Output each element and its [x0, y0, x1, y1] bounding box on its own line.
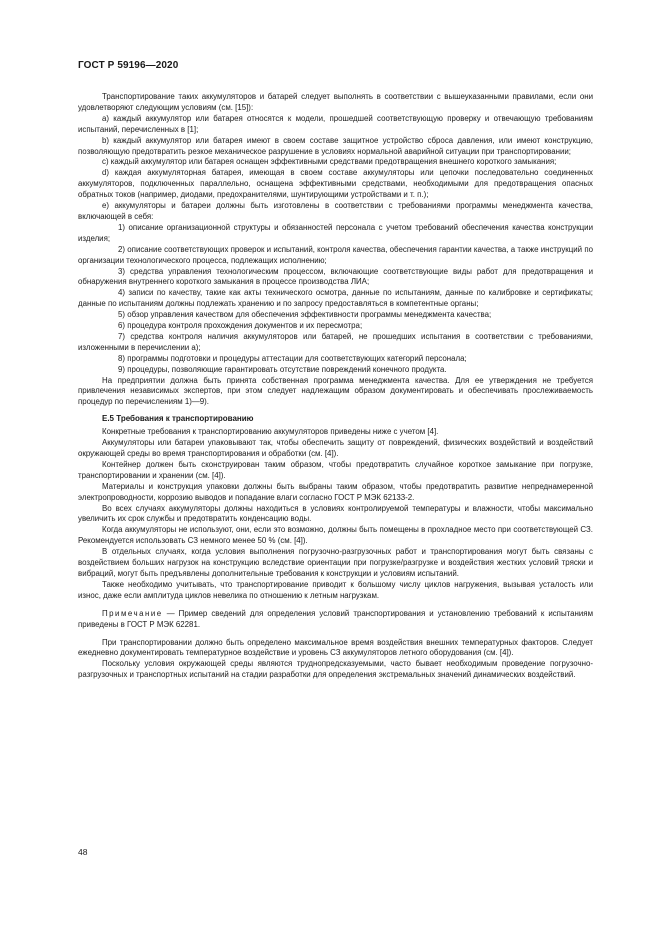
paragraph: На предприятии должна быть принята собственная программа менеджмента качества. Для ее утверждения не требуется привлечения независимых экспертов, при этом следует надлежащим образом документировать и обеспечивать прослеживаемость процедур по перечислениям 1)—9).: [78, 375, 593, 407]
paragraph: Когда аккумуляторы не используют, они, если это возможно, должны быть помещены в прохладное место при соответствующей СЗ. Рекомендуется использовать СЗ немного менее 50 % (см. [4]).: [78, 525, 593, 546]
paragraph: Контейнер должен быть сконструирован таким образом, чтобы предотвратить случайное короткое замыкание при погрузке, транспортировании и хранении (см. [4]).: [78, 459, 593, 480]
paragraph: 4) записи по качеству, такие как акты технического осмотра, данные по испытаниям, данные по калибровке и сертификаты; данные по испытаниям должны подлежать хранению и по запросу предоставляться в компетентные органы;: [78, 288, 593, 309]
note-label: Примечание: [102, 608, 163, 618]
paragraph: 6) процедура контроля прохождения документов и их пересмотра;: [118, 321, 363, 331]
paragraph: Транспортирование таких аккумуляторов и батарей следует выполнять в соответствии с вышеуказанными правилами, если они удовлетворяют следующим условиям (см. [15]):: [78, 92, 593, 112]
note-paragraph: [78, 609, 593, 631]
note-text: — Пример сведений для определения условий транспортирования и установлению требований к испытаниям приведены в ГОСТ Р МЭК 62281.: [78, 608, 593, 629]
paragraph: c) каждый аккумулятор или батарея оснащен эффективными средствами предотвращения внешнего короткого замыкания;: [102, 157, 557, 167]
paragraph: Конкретные требования к транспортированию аккумуляторов приведены ниже с учетом [4].: [102, 427, 439, 437]
paragraph: 5) обзор управления качеством для обеспечения эффективности программы менеджмента качества;: [118, 310, 492, 320]
paragraph: 1) описание организационной структуры и обязанностей персонала с учетом требований обеспечения качества конструкции изделия;: [78, 222, 593, 243]
paragraph: 9) процедуры, позволяющие гарантировать отсутствие повреждений конечного продукта.: [118, 364, 447, 374]
paragraph: 3) средства управления технологическим процессом, включающие соответствующие виды работ для предотвращения и обнаружения внутреннего короткого замыкания в процессе производства ЛИА;: [78, 266, 593, 287]
paragraph: При транспортировании должно быть определено максимальное время воздействия внешних температурных факторов. Следует ежедневно документировать температурное воздействие и уровень СЗ аккумуляторов летного оборудования (см. [4]).: [78, 637, 593, 658]
paragraph: 7) средства контроля наличия аккумуляторов или батарей, не прошедших испытания в соответствии с требованиями, изложенными в перечислении а);: [78, 331, 593, 352]
page-body: [78, 92, 593, 681]
paragraph: d) каждая аккумуляторная батарея, имеющая в своем составе аккумуляторы или цепочки последовательно соединенных аккумуляторов, подключенных параллельно, оснащена эффективными средствами, необходимыми для предотвращения опасных обратных токов (например, диодами, предохранителями, шунтирующими устройствами и т. п.);: [78, 168, 593, 200]
paragraph: Аккумуляторы или батареи упаковывают так, чтобы обеспечить защиту от повреждений, физических воздействий и воздействий окружающей среды во время транспортирования и обработки (см. [4]).: [78, 438, 593, 458]
paragraph: В отдельных случаях, когда условия выполнения погрузочно-разгрузочных работ и транспортирования могут быть связаны с воздействием больших нагрузок на конструкцию вследствие ориентации при погрузке/разгрузке и воздействия жестких условий тряски и вибраций, могут быть предъявлены дополнительные требования к конструкции и условиям испытаний.: [78, 547, 593, 578]
paragraph: Материалы и конструкция упаковки должны быть выбраны таким образом, чтобы предотвратить развитие непреднамеренной электропроводности, коррозию выводов и попадание влаги согласно ГОСТ Р МЭК 62133-2.: [78, 481, 593, 502]
paragraph: e) аккумуляторы и батареи должны быть изготовлены в соответствии с требованиями программы менеджмента качества, включающей в себя:: [78, 201, 593, 221]
paragraph: b) каждый аккумулятор или батарея имеют в своем составе защитное устройство сброса давления, или имеют конструкцию, позволяющую предотвратить резкое механическое разрушение в условиях нормальной аварийной ситуации при транспортировании;: [78, 135, 593, 156]
document-header: ГОСТ Р 59196—2020: [78, 60, 179, 71]
paragraph: 8) программы подготовки и процедуры аттестации для соответствующих категорий персонала;: [118, 353, 467, 363]
transport-requirements: [78, 427, 593, 602]
paragraph: a) каждый аккумулятор или батарея относятся к модели, прошедшей соответствующую проверку и отвечающую требованиям испытаний, перечисленных в [1];: [78, 113, 593, 134]
closing-paragraphs: [78, 638, 593, 682]
paragraph: Также необходимо учитывать, что транспортирование приводит к большому числу циклов нагружения, вызывая усталость или износ, даже если амплитуда циклов невелика по отношению к летным нагрузкам.: [78, 579, 593, 600]
paragraph: Во всех случаях аккумуляторы должны находиться в условиях контролируемой температуры и влажности, чтобы максимально увеличить их срок службы и предотвратить конденсацию воды.: [78, 503, 593, 524]
page-number: 48: [78, 847, 88, 857]
paragraph: 2) описание соответствующих проверок и испытаний, контроля качества, обеспечения гарантии качества, а также инструкций по организации технологического процесса, подлежащих исполнению;: [78, 244, 593, 265]
paragraph: Поскольку условия окружающей среды являются труднопредсказуемыми, часто бывает необходимым проведение погрузочно-разгрузочных и транспортных испытаний на стадии разработки для определения экстремальных значений динамических воздействий.: [78, 659, 593, 680]
section-heading: Е.5 Требования к транспортированию: [102, 414, 254, 424]
conditions-list: [78, 92, 593, 408]
